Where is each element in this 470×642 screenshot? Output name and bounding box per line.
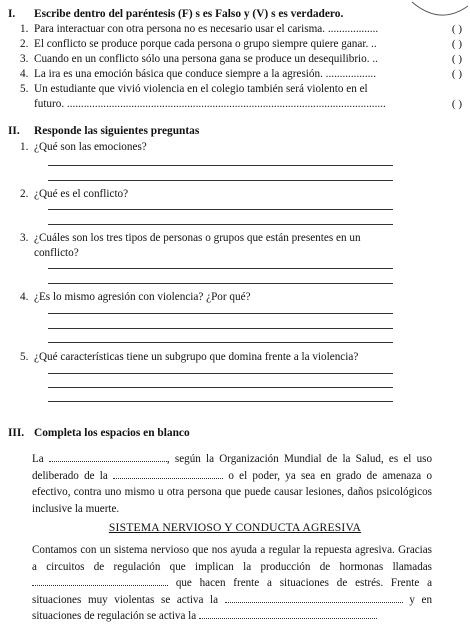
- paragraph-text: , según la Organización Mundial de la Salud, es el uso deliberado de la: [32, 453, 432, 482]
- answer-line[interactable]: [48, 373, 393, 374]
- paragraph-text: y en situaciones de regulación se activa la: [32, 593, 433, 622]
- question-text: ¿Qué es el conflicto?: [34, 188, 129, 200]
- answer-line[interactable]: [48, 401, 393, 402]
- answer-line[interactable]: [48, 224, 393, 225]
- question-number: 4.: [20, 291, 29, 303]
- answer-line[interactable]: [48, 268, 393, 269]
- tf-item-text: Cuando en un conflicto sólo una persona gana se produce un desequilibrio. ..: [34, 53, 378, 65]
- tf-answer-box-2[interactable]: ( ): [451, 38, 462, 50]
- question-4: [20, 290, 400, 305]
- answer-line[interactable]: [48, 180, 393, 181]
- corner-decoration: [410, 0, 470, 22]
- fill-blank[interactable]: [32, 576, 168, 586]
- tf-item-number: 3.: [20, 53, 29, 65]
- tf-answer-box-3[interactable]: ( ): [451, 53, 462, 65]
- section-3-title: Completa los espacios en blanco: [34, 427, 190, 439]
- answer-line[interactable]: [48, 209, 393, 210]
- question-number: 1.: [20, 141, 29, 153]
- question-number: 2.: [20, 188, 29, 200]
- tf-item-number: 2.: [20, 38, 29, 50]
- question-text: ¿Es lo mismo agresión con violencia? ¿Por qué?: [34, 291, 251, 303]
- question-number: 3.: [20, 232, 29, 244]
- paragraph-text: que hacen frente a situaciones de estrés. Frente a situaciones muy violentas se activa la: [32, 577, 432, 606]
- question-text: ¿Qué características tiene un subgrupo que domina frente a la violencia?: [34, 351, 359, 363]
- fill-blank[interactable]: [225, 593, 403, 603]
- fill-blank[interactable]: [49, 452, 167, 462]
- tf-answer-box-4[interactable]: ( ): [451, 68, 462, 80]
- tf-item-text: Un estudiante que vivió violencia en el colegio también será violento en el: [34, 83, 368, 95]
- tf-item-number: 1.: [20, 23, 29, 35]
- question-text: ¿Qué son las emociones?: [34, 141, 147, 153]
- subsection-title: SISTEMA NERVIOSO Y CONDUCTA AGRESIVA: [108, 521, 362, 534]
- tf-answer-box-5[interactable]: ( ): [451, 98, 462, 110]
- fill-blank[interactable]: [199, 609, 377, 619]
- section-1-number: I.: [8, 8, 16, 20]
- section-2-heading: [8, 124, 199, 139]
- tf-item-number: 5.: [20, 83, 29, 95]
- section-2-number: II.: [8, 125, 20, 137]
- answer-line[interactable]: [48, 342, 393, 343]
- fill-paragraph-1: [32, 451, 432, 517]
- tf-item-2: [20, 37, 440, 52]
- tf-item-5-continued: futuro. ..................................................................................................................: [34, 98, 386, 110]
- question-2: [20, 187, 400, 202]
- section-3-number: III.: [8, 427, 25, 439]
- answer-line[interactable]: [48, 387, 393, 388]
- question-text: ¿Cuáles son los tres tipos de personas o grupos que están presentes en un conflicto?: [34, 232, 361, 259]
- tf-item-text: Para interactuar con otra persona no es necesario usar el carisma. ..................: [34, 23, 379, 35]
- question-number: 5.: [20, 351, 29, 363]
- paragraph-text: Contamos con un sistema nervioso que nos ayuda a regular la repuesta agresiva. Gracias a circuitos de regulación que implican la producción de hormonas llamadas: [32, 544, 432, 573]
- tf-item-4: [20, 67, 440, 82]
- answer-line[interactable]: [48, 283, 393, 284]
- question-1: [20, 140, 400, 155]
- tf-item-text: La ira es una emoción básica que conduce siempre a la agresión. ..................: [34, 68, 377, 80]
- section-1-heading: [8, 7, 343, 22]
- question-5: [20, 350, 400, 365]
- tf-item-1: [20, 22, 440, 37]
- tf-item-text: El conflicto se produce porque cada persona o grupo siempre quiere ganar. ..: [34, 38, 377, 50]
- tf-item-3: [20, 52, 440, 67]
- tf-item-5: [20, 82, 440, 97]
- tf-answer-box-1[interactable]: ( ): [451, 23, 462, 35]
- fill-paragraph-2: [32, 542, 432, 625]
- section-2-title: Responde las siguientes preguntas: [34, 125, 200, 137]
- section-1-title: Escribe dentro del paréntesis (F) s es Falso y (V) s es verdadero.: [34, 8, 344, 20]
- answer-line[interactable]: [48, 165, 393, 166]
- tf-item-number: 4.: [20, 68, 29, 80]
- fill-blank[interactable]: [113, 469, 223, 479]
- answer-line[interactable]: [48, 328, 393, 329]
- section-3-heading: [8, 426, 190, 441]
- paragraph-text: La: [32, 453, 44, 465]
- answer-line[interactable]: [48, 313, 393, 314]
- question-3: [20, 231, 400, 260]
- paragraph-text: o el poder, ya sea en grado de amenaza o efectivo, contra uno mismo u otra persona que puede causar lesiones, daños psicológicos inclusive la muerte.: [32, 469, 433, 515]
